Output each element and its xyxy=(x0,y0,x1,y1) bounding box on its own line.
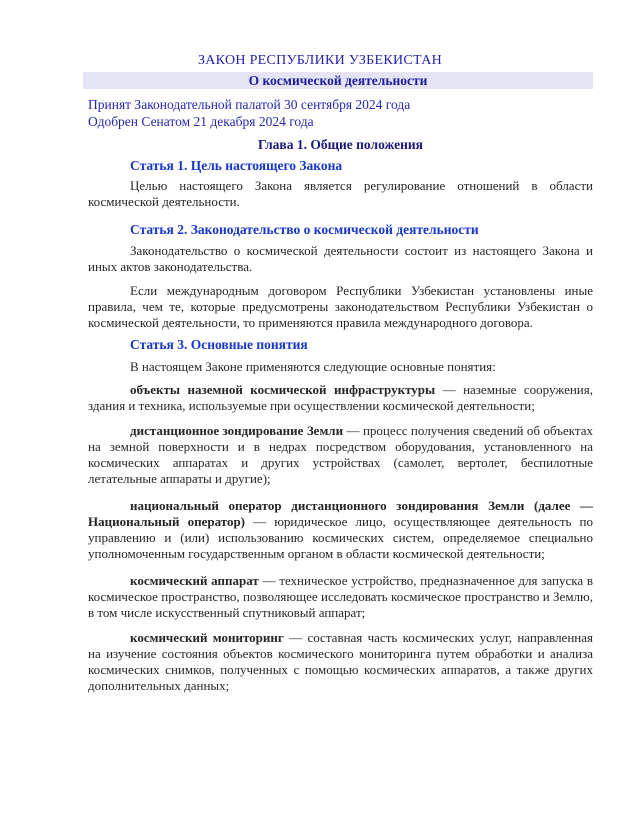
definition-paragraph xyxy=(88,573,593,621)
adopted-line: Принят Законодательной палатой 30 сентября 2024 года xyxy=(88,97,411,112)
definition-paragraph xyxy=(88,382,593,414)
definition-text: — наземные сооружения, здания и техника, используемые при осуществлении космической деятельности; xyxy=(88,382,593,413)
definition-term: космический аппарат xyxy=(130,573,259,588)
article-3-heading: Статья 3. Основные понятия xyxy=(130,337,308,352)
approved-line: Одобрен Сенатом 21 декабря 2024 года xyxy=(88,114,314,129)
article-3-intro-paragraph: В настоящем Законе применяются следующие основные понятия: xyxy=(130,359,496,374)
definition-text: — составная часть космических услуг, направленная на изучение состояния объектов космического мониторинга путем обработки и анализа космических снимков, полученных с помощью космических аппаратов, а также других дополнительных данных; xyxy=(88,630,593,693)
definition-term: объекты наземной космической инфраструктуры xyxy=(130,382,436,397)
definition-text: — юридическое лицо, осуществляющее деятельность по управлению и (или) использованию космических систем, определяемое специально уполномоченным государственным органом в области космической деятельности; xyxy=(88,514,593,561)
adoption-meta-block xyxy=(88,96,593,130)
chapter-1-heading: Глава 1. Общие положения xyxy=(258,137,423,152)
definition-paragraph xyxy=(88,498,593,562)
document-subtitle: О космической деятельности xyxy=(248,73,428,88)
article-2-paragraph-1: Законодательство о космической деятельности состоит из настоящего Закона и иных актов законодательства. xyxy=(88,243,593,274)
definition-text: — техническое устройство, предназначенное для запуска в космическое пространство, позволяющее исследовать космическое пространство и Землю, в том числе искусственный спутниковый аппарат; xyxy=(88,573,593,620)
document-subtitle-band xyxy=(83,72,593,89)
definition-term: национальный оператор дистанционного зондирования Земли (далее — Национальный оператор) xyxy=(88,498,593,529)
definition-term: дистанционное зондирование Земли xyxy=(130,423,344,438)
definition-paragraph xyxy=(88,630,593,694)
article-2-heading: Статья 2. Законодательство о космической деятельности xyxy=(130,222,479,237)
article-1-paragraph: Целью настоящего Закона является регулирование отношений в области космической деятельности. xyxy=(88,178,593,209)
definition-paragraph xyxy=(88,423,593,487)
document-body xyxy=(88,96,593,694)
article-1-heading: Статья 1. Цель настоящего Закона xyxy=(130,158,343,173)
document-title: ЗАКОН РЕСПУБЛИКИ УЗБЕКИСТАН xyxy=(197,53,443,68)
definition-term: космический мониторинг xyxy=(130,630,284,645)
definition-text: — процесс получения сведений об объектах на земной поверхности и в недрах посредством оборудования, установленного на космических аппаратах и других устройствах (самолет, вертолет, беспилотные летательные аппараты и другие); xyxy=(88,423,593,486)
article-2-paragraph-2: Если международным договором Республики Узбекистан установлены иные правила, чем те, которые предусмотрены законодательством Республики Узбекистан о космической деятельности, то применяются правила международного договора. xyxy=(88,283,593,330)
